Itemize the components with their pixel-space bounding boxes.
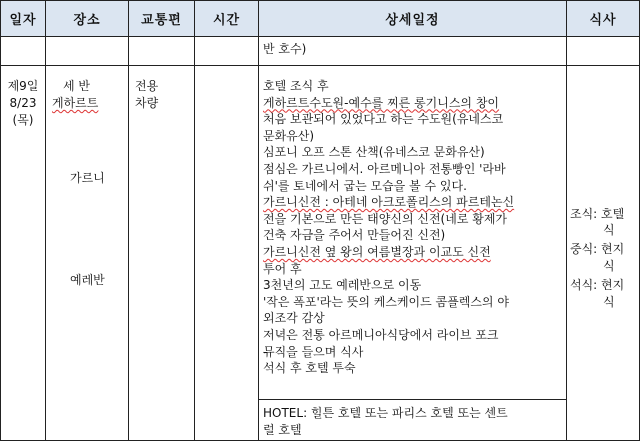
detail-line: 뮤직을 들으며 식사: [263, 344, 364, 359]
meal-dinner-cont: 식: [603, 295, 615, 309]
hotel-info-line-1: HOTEL: 힐튼 호텔 또는 파리스 호텔 또는 센트: [263, 406, 508, 420]
place-geghard: 게하르트: [52, 96, 99, 110]
col-rule: [0, 0, 1, 441]
detail-line: 게하르트수도원-예수를 찌른 롱기니스의 창이: [263, 95, 500, 110]
detail-line: 호텔 조식 후: [263, 79, 329, 93]
header-detail: 상세일정: [385, 13, 440, 28]
place-garni: 가르니: [70, 171, 105, 185]
col-rule: [128, 0, 129, 441]
header-day: 일자: [9, 13, 37, 28]
detail-schedule: [263, 78, 563, 377]
detail-line: 문화유산): [263, 128, 315, 143]
detail-line: 가르니신전 : 아테네 아크로폴리스의 파르테논신: [263, 195, 515, 210]
col-rule: [566, 0, 567, 441]
transport-line-2: 차량: [135, 96, 159, 110]
prev-row-detail: 반 호수): [263, 42, 307, 56]
detail-line: 심포니 오프 스톤 산책(유네스코 문화유산): [263, 145, 485, 160]
detail-hotel-divider: [258, 399, 566, 400]
row-divider: [0, 65, 640, 66]
hotel-info-line-2: 럴 호텔: [263, 423, 302, 437]
day-date: 8/23: [9, 96, 37, 110]
header-bottom-rule: [0, 36, 640, 37]
meal-lunch: 중식: 현지: [570, 242, 625, 256]
detail-line: 처음 보관되어 있었다고 하는 수도원(유네스코: [263, 112, 504, 127]
day-label: 제9일: [7, 79, 39, 93]
header-transport: 교통편: [141, 13, 182, 28]
detail-line: 외조각 감상: [263, 311, 325, 326]
detail-line: 쉬'를 토네에서 굽는 모습을 볼 수 있다.: [263, 178, 467, 193]
place-1-prefix: 세 반: [63, 79, 90, 93]
meal-breakfast-cont: 식: [603, 223, 615, 237]
detail-line: 점심은 가르니에서. 아르메니아 전통빵인 '라바: [263, 161, 506, 176]
detail-line: '작은 폭포'라는 뜻의 케스케이드 콤플렉스의 야: [263, 294, 509, 309]
detail-line: 투어 후: [263, 261, 302, 276]
detail-line: 가르니신전 옆 왕의 여름별장과 이교도 신전: [263, 244, 491, 259]
day-weekday: (목): [12, 113, 34, 127]
detail-line: 건축 자금을 주어서 만들어진 신전): [263, 228, 446, 243]
place-yerevan: 예레반: [70, 273, 105, 287]
detail-line: 석식 후 호텔 투숙: [263, 361, 356, 376]
col-rule: [258, 0, 259, 441]
col-rule: [194, 0, 195, 441]
header-meal: 식사: [589, 13, 617, 28]
transport-line-1: 전용: [135, 79, 159, 93]
col-rule: [45, 0, 46, 441]
meal-dinner: 석식: 현지: [570, 278, 625, 292]
detail-line: 3천년의 고도 예레반으로 이동: [263, 278, 422, 293]
detail-line: 전을 기본으로 만든 태양신의 신전(네로 황제가: [263, 211, 508, 226]
meal-breakfast: 조식: 호텔: [570, 207, 625, 221]
detail-line: 저녁은 전통 아르메니아식당에서 라이브 포크: [263, 327, 499, 342]
meal-lunch-cont: 식: [603, 259, 615, 273]
header-time: 시간: [212, 13, 241, 28]
header-place: 장소: [73, 13, 101, 28]
